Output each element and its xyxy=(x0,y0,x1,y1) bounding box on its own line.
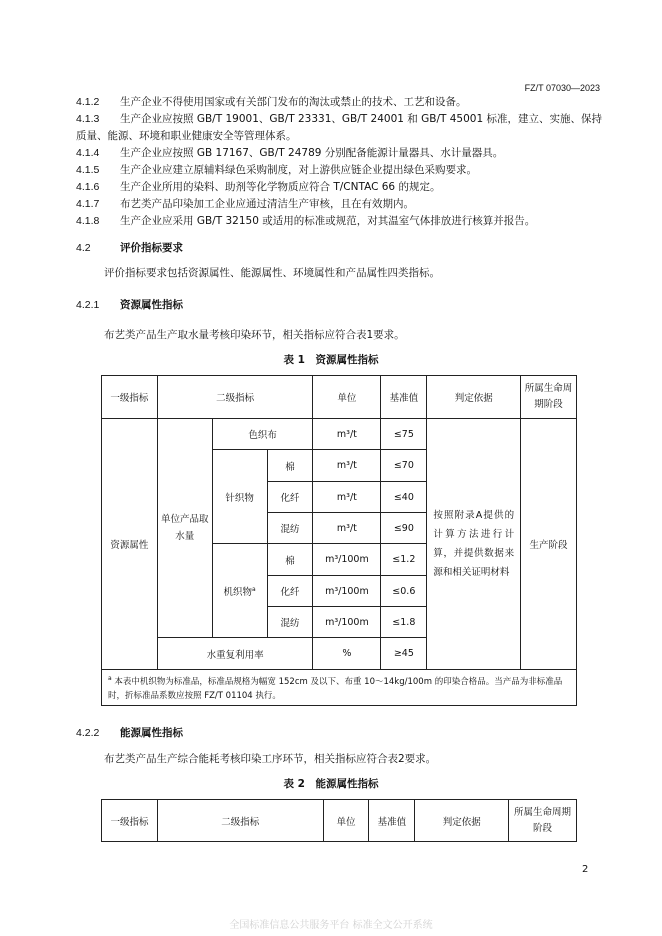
table-1-footnote xyxy=(102,670,577,706)
clause-4-1-2 xyxy=(76,94,606,111)
row-name: 化纤 xyxy=(267,482,313,513)
row-unit: m³/100m xyxy=(313,544,381,576)
row-value: ≤1.8 xyxy=(381,607,427,638)
woven-cell xyxy=(212,544,267,638)
clause-number: 4.1.6 xyxy=(76,181,100,193)
clause-text: 生产企业应按照 GB/T 19001、GB/T 23331、GB/T 24001 和 GB/T 45001 标准，建立、实施、保持质量、能源、环境和职业健康安全等管理体系。 xyxy=(76,113,602,142)
document-code: FZ/T 07030—2023 xyxy=(524,83,600,93)
level1-cell: 资源属性 xyxy=(102,419,158,670)
row-unit: m³/t xyxy=(313,419,381,450)
row-unit: m³/t xyxy=(313,513,381,544)
header-level2: 二级指标 xyxy=(157,800,323,842)
clause-number: 4.1.2 xyxy=(76,96,100,108)
row-value: ≥45 xyxy=(381,638,427,670)
section-4-2-heading xyxy=(76,240,183,255)
watermark: 全国标准信息公共服务平台 标准全文公开系统 xyxy=(229,920,433,931)
table-1-caption: 表 1 资源属性指标 xyxy=(283,354,379,366)
row-name: 棉 xyxy=(267,450,313,482)
clause-text: 生产企业应按照 GB 17167、GB/T 24789 分别配备能源计量器具、水计量器具。 xyxy=(120,147,504,159)
header-unit: 单位 xyxy=(323,800,369,842)
clause-4-1-5 xyxy=(76,162,606,179)
header-benchmark: 基准值 xyxy=(369,800,415,842)
clause-4-1-8 xyxy=(76,213,606,230)
section-4-2-2-text: 布艺类产品生产综合能耗考核印染工序环节，相关指标应符合表2要求。 xyxy=(104,753,437,765)
clause-text: 布艺类产品印染加工企业应通过清洁生产审核，且在有效期内。 xyxy=(120,198,414,210)
clause-number: 4.1.5 xyxy=(76,164,100,176)
section-4-2-text: 评价指标要求包括资源属性、能源属性、环境属性和产品属性四类指标。 xyxy=(104,267,440,279)
header-lifecycle-stage: 所属生命周期阶段 xyxy=(509,800,577,842)
row-unit: m³/t xyxy=(313,450,381,482)
table-1-header-row xyxy=(102,376,577,419)
clause-number: 4.1.4 xyxy=(76,147,100,159)
row-unit: m³/t xyxy=(313,482,381,513)
table-2-header-row xyxy=(102,800,577,842)
header-level1: 一级指标 xyxy=(102,376,158,419)
table-2-caption: 表 2 能源属性指标 xyxy=(283,778,379,790)
header-benchmark: 基准值 xyxy=(381,376,427,419)
footnote-marker: a xyxy=(108,675,112,683)
row-unit: % xyxy=(313,638,381,670)
footnote-text: 本表中机织物为标准品，标准品规格为幅宽 152cm 及以下、布重 10～14kg/100m 的印染合格品。当产品为非标准品时，折标准品系数应按照 FZ/T 01104 执行。 xyxy=(108,676,563,701)
section-4-2-2-heading xyxy=(76,725,183,740)
table-1 xyxy=(101,375,577,706)
group-cell: 单位产品取水量 xyxy=(157,419,212,638)
clause-text: 生产企业所用的染料、助剂等化学物质应符合 T/CNTAC 66 的规定。 xyxy=(120,181,441,193)
footnote-marker: a xyxy=(252,585,256,593)
clause-4-1-7 xyxy=(76,196,606,213)
section-4-2-1-heading xyxy=(76,297,183,312)
section-4-2-1-text: 布艺类产品生产取水量考核印染环节，相关指标应符合表1要求。 xyxy=(104,329,405,341)
clause-number: 4.1.7 xyxy=(76,198,100,210)
section-title: 评价指标要求 xyxy=(120,242,183,254)
clause-text: 生产企业应采用 GB/T 32150 或适用的标准或规范，对其温室气体排放进行核算并报告。 xyxy=(120,215,536,227)
header-lifecycle-stage: 所属生命周期阶段 xyxy=(521,376,577,419)
row-name: 混纺 xyxy=(267,513,313,544)
section-number: 4.2.2 xyxy=(76,727,100,739)
stage-cell: 生产阶段 xyxy=(521,419,577,670)
section-title: 能源属性指标 xyxy=(120,727,183,739)
clause-4-1-3 xyxy=(76,111,606,145)
row-name: 化纤 xyxy=(267,576,313,607)
woven-label: 机织物 xyxy=(223,586,253,598)
clause-text: 生产企业不得使用国家或有关部门发布的淘汰或禁止的技术、工艺和设备。 xyxy=(120,96,467,108)
row-value: ≤70 xyxy=(381,450,427,482)
row-unit: m³/100m xyxy=(313,607,381,638)
header-level1: 一级指标 xyxy=(102,800,158,842)
section-title: 资源属性指标 xyxy=(120,299,183,311)
table-1-footnote-row xyxy=(102,670,577,706)
clause-text: 生产企业应建立原辅料绿色采购制度，对上游供应链企业提出绿色采购要求。 xyxy=(120,164,477,176)
header-level2: 二级指标 xyxy=(157,376,313,419)
row-value: ≤90 xyxy=(381,513,427,544)
table-2 xyxy=(101,799,577,842)
row-value: ≤1.2 xyxy=(381,544,427,576)
section-number: 4.2 xyxy=(76,242,91,254)
row-value: ≤75 xyxy=(381,419,427,450)
row-unit: m³/100m xyxy=(313,576,381,607)
basis-cell: 按照附录A提供的计算方法进行计算，并提供数据来源和相关证明材料 xyxy=(427,419,521,670)
clause-number: 4.1.3 xyxy=(76,113,100,125)
row-name: 混纺 xyxy=(267,607,313,638)
row-value: ≤0.6 xyxy=(381,576,427,607)
section-number: 4.2.1 xyxy=(76,299,100,311)
row-name: 棉 xyxy=(267,544,313,576)
knit-cell: 针织物 xyxy=(212,450,267,544)
page-number: 2 xyxy=(582,864,589,875)
clause-4-1-4 xyxy=(76,145,606,162)
clause-4-1-6 xyxy=(76,179,606,196)
row-value: ≤40 xyxy=(381,482,427,513)
row-name: 水重复利用率 xyxy=(157,638,313,670)
table-row xyxy=(102,419,577,450)
header-unit: 单位 xyxy=(313,376,381,419)
clause-number: 4.1.8 xyxy=(76,215,100,227)
header-basis: 判定依据 xyxy=(427,376,521,419)
header-basis: 判定依据 xyxy=(415,800,509,842)
row-name: 色织布 xyxy=(212,419,313,450)
